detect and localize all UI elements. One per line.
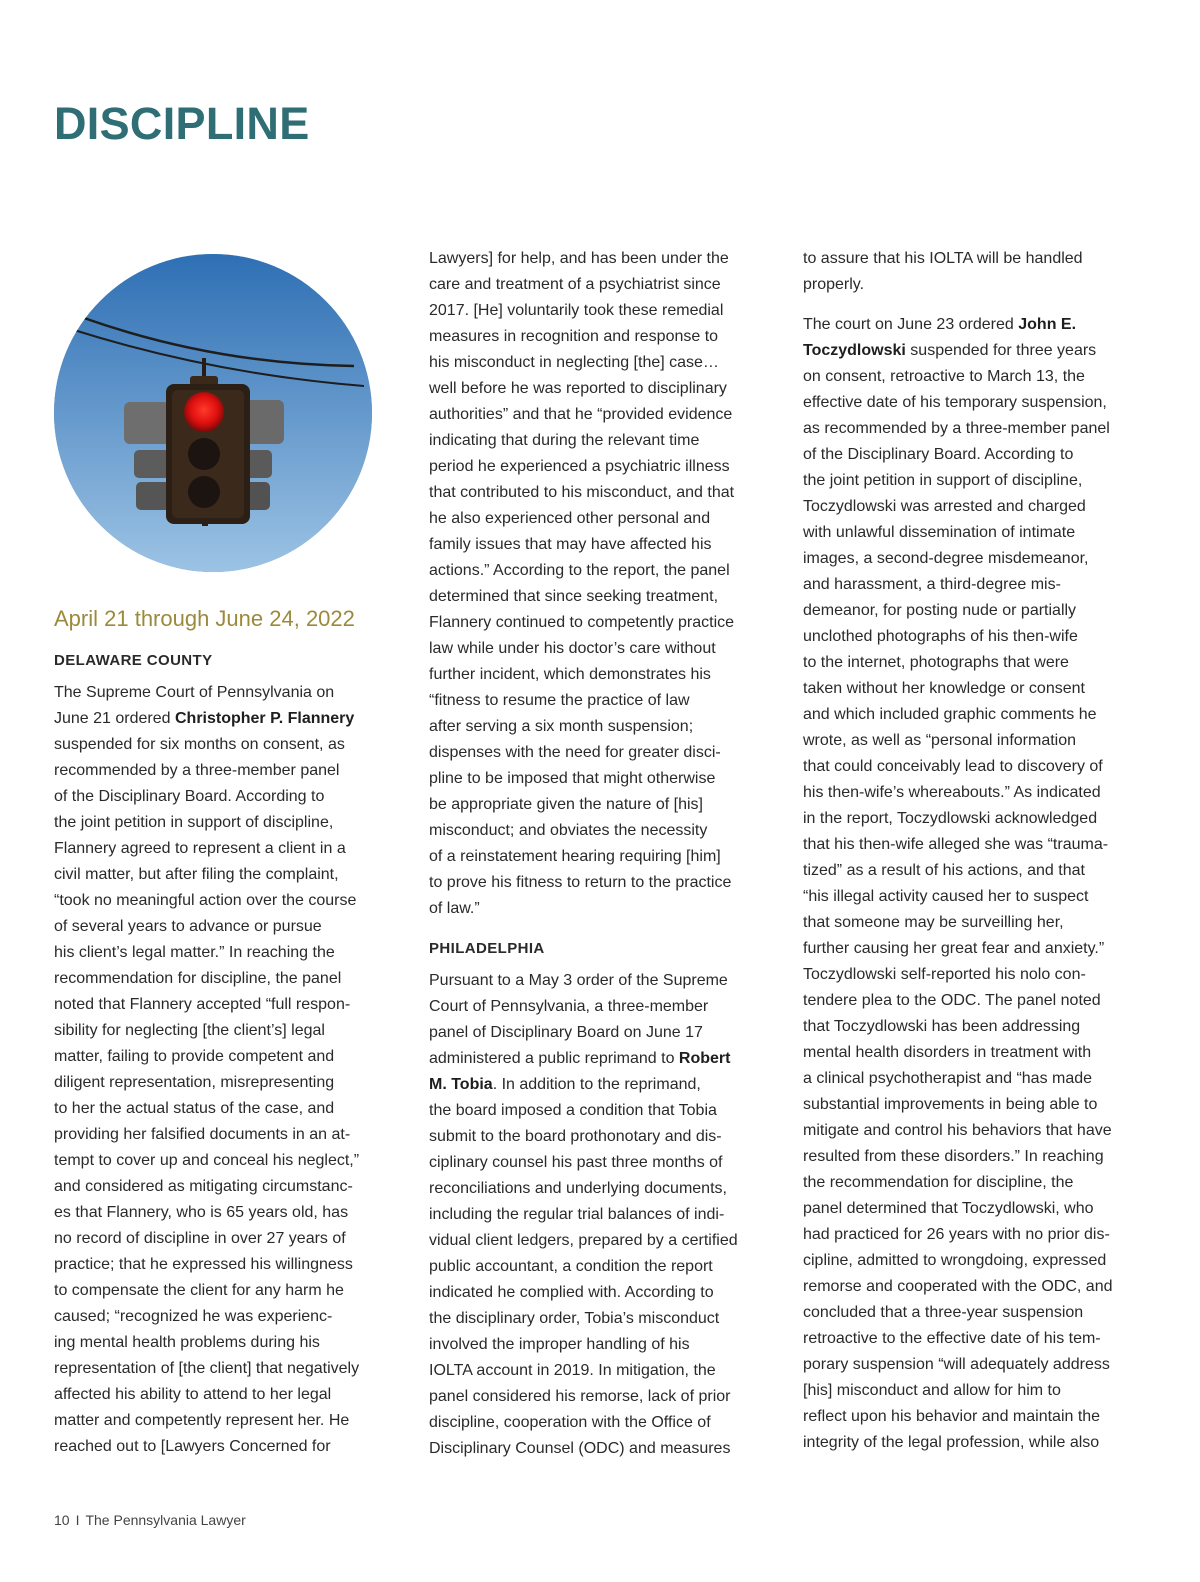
text-line: period he experienced a psychiatric illness [429,458,730,475]
text-line: remorse and cooperated with the ODC, and [803,1278,1113,1295]
column-2 [429,246,769,1476]
text-line: tempt to cover up and conceal his neglect,” [54,1152,360,1169]
text-line: vidual client ledgers, prepared by a certified [429,1232,738,1249]
text-line: “fitness to resume the practice of law [429,692,690,709]
text-line: “took no meaningful action over the course [54,892,357,909]
text-line: reconciliations and underlying documents, [429,1180,727,1197]
text-line: diligent representation, misrepresenting [54,1074,335,1091]
text-line: with unlawful dissemination of intimate [803,524,1076,541]
text-line: practice; that he expressed his willingness [54,1256,353,1273]
page-number: 10 [54,1512,70,1528]
attorney-name-toczydlowski-last: Toczydlowski [803,342,906,359]
text-line: the board imposed a condition that Tobia [429,1102,717,1119]
text-line: submit to the board prothonotary and dis- [429,1128,722,1145]
text-line: had practiced for 26 years with no prior dis- [803,1226,1110,1243]
text-line: recommended by a three-member panel [54,762,340,779]
footer-separator: I [75,1512,80,1528]
text-line: The Supreme Court of Pennsylvania on [54,684,335,701]
text-line: involved the improper handling of his [429,1336,690,1353]
text-line: no record of discipline in over 27 years of [54,1230,346,1247]
text-line: porary suspension “will adequately address [803,1356,1110,1373]
toczydlowski-paragraph [803,312,1143,1456]
text-run: suspended for three years [905,342,1097,359]
text-line: panel determined that Toczydlowski, who [803,1200,1094,1217]
text-line: matter, failing to provide competent and [54,1048,335,1065]
text-line: [his] misconduct and allow for him to [803,1382,1061,1399]
date-range-heading: April 21 through June 24, 2022 [54,606,355,631]
text-line: mental health disorders in treatment with [803,1044,1092,1061]
text-line: images, a second-degree misdemeanor, [803,550,1089,567]
text-line: the recommendation for discipline, the [803,1174,1074,1191]
text-line: that contributed to his misconduct, and that [429,484,735,501]
flannery-paragraph [54,680,394,1460]
text-line: to her the actual status of the case, and [54,1100,335,1117]
text-line: the disciplinary order, Tobia’s misconduct [429,1310,720,1327]
attorney-name-flannery: Christopher P. Flannery [174,710,355,727]
text-line: misconduct; and obviates the necessity [429,822,708,839]
text-line: sibility for neglecting [the client’s] legal [54,1022,325,1039]
text-line: representation of [the client] that negatively [54,1360,360,1377]
text-line: 2017. [He] voluntarily took these remedial [429,302,724,319]
text-line: Flannery agreed to represent a client in a [54,840,346,857]
text-line: suspended for six months on consent, as [54,736,345,753]
text-line: his client’s legal matter.” In reaching the [54,944,335,961]
text-line: of the Disciplinary Board. According to [54,788,325,805]
publication-name: The Pennsylvania Lawyer [85,1512,246,1528]
text-line: well before he was reported to disciplinary [429,380,727,397]
text-line: indicating that during the relevant time [429,432,700,449]
text-line: ing mental health problems during his [54,1334,320,1351]
text-line: of a reinstatement hearing requiring [him] [429,848,721,865]
text-line: Toczydlowski self-reported his nolo con- [803,966,1086,983]
attorney-name-tobia-first: Robert [678,1050,731,1067]
text-line: recommendation for discipline, the panel [54,970,342,987]
text-line: es that Flannery, who is 65 years old, has [54,1204,349,1221]
county-heading-delaware: DELAWARE COUNTY [54,652,213,669]
text-line: resulted from these disorders.” In reaching [803,1148,1104,1165]
text-line: indicated he complied with. According to [429,1284,714,1301]
text-line: taken without her knowledge or consent [803,680,1085,697]
text-line: panel considered his remorse, lack of prior [429,1388,731,1405]
text-line: “his illegal activity caused her to suspect [803,888,1089,905]
text-line: providing her falsified documents in an at- [54,1126,351,1143]
text-line [803,338,1143,364]
text-line: to prove his fitness to return to the practice [429,874,732,891]
text-line: of law.” [429,900,480,917]
text-line: discipline, cooperation with the Office of [429,1414,711,1431]
text-line [54,706,394,732]
text-line: of the Disciplinary Board. According to [803,446,1074,463]
county-heading-philadelphia: PHILADELPHIA [429,940,545,957]
page-title: DISCIPLINE [54,98,310,149]
text-lines [803,364,1143,1456]
text-line [429,1072,769,1098]
text-run: The court on June 23 ordered [803,316,1019,333]
text-line: he also experienced other personal and [429,510,711,527]
text-line: authorities” and that he “provided evidence [429,406,733,423]
text-line: Disciplinary Counsel (ODC) and measures [429,1440,731,1457]
text-line: Lawyers] for help, and has been under the [429,250,729,267]
text-run: . In addition to the reprimand, [492,1076,701,1093]
text-line: civil matter, but after filing the complaint, [54,866,339,883]
text-line [803,312,1143,338]
text-line: of several years to advance or pursue [54,918,322,935]
text-line: tendere plea to the ODC. The panel noted [803,992,1101,1009]
text-lines [429,1098,769,1462]
text-line: to compensate the client for any harm he [54,1282,344,1299]
tobia-paragraph-continued [803,246,1143,298]
text-line: to assure that his IOLTA will be handled [803,250,1083,267]
text-line: in the report, Toczydlowski acknowledged [803,810,1098,827]
text-line: tized” as a result of his actions, and that [803,862,1085,879]
text-line: care and treatment of a psychiatrist since [429,276,721,293]
text-line: and harassment, a third-degree mis- [803,576,1061,593]
text-line: be appropriate given the nature of [his] [429,796,703,813]
text-line: further incident, which demonstrates his [429,666,711,683]
text-line: after serving a six month suspension; [429,718,694,735]
attorney-name-tobia-last: M. Tobia [429,1076,493,1093]
text-line: wrote, as well as “personal information [803,732,1077,749]
text-line: matter and competently represent her. He [54,1412,350,1429]
text-line: the joint petition in support of discipline, [54,814,334,831]
text-line: that Toczydlowski has been addressing [803,1018,1081,1035]
traffic-light-icon [54,254,372,572]
text-line: caused; “recognized he was experienc- [54,1308,333,1325]
text-line: reflect upon his behavior and maintain the [803,1408,1101,1425]
text-line: Court of Pennsylvania, a three-member [429,998,709,1015]
text-line: integrity of the legal profession, while also [803,1434,1100,1451]
text-line: Pursuant to a May 3 order of the Supreme [429,972,728,989]
text-lines [54,732,394,1460]
text-line: mitigate and control his behaviors that have [803,1122,1112,1139]
traffic-light-photo [54,254,372,572]
text-line: properly. [803,276,865,293]
text-line: and considered as mitigating circumstanc- [54,1178,353,1195]
text-line: pline to be imposed that might otherwise [429,770,716,787]
text-line: noted that Flannery accepted “full respon- [54,996,351,1013]
text-line: affected his ability to attend to her legal [54,1386,332,1403]
tobia-paragraph [429,968,769,1462]
text-line: unclothed photographs of his then-wife [803,628,1078,645]
column-3 [803,246,1143,1470]
text-line: that someone may be surveilling her, [803,914,1064,931]
text-line: law while under his doctor’s care without [429,640,716,657]
text-line: on consent, retroactive to March 13, the [803,368,1085,385]
text-line: dispenses with the need for greater disci- [429,744,721,761]
text-run: June 21 ordered [54,710,175,727]
text-line: concluded that a three-year suspension [803,1304,1084,1321]
text-line: Flannery continued to competently practice [429,614,735,631]
text-line: further causing her great fear and anxiety.” [803,940,1105,957]
text-line: retroactive to the effective date of his tem- [803,1330,1101,1347]
text-line: Toczydlowski was arrested and charged [803,498,1086,515]
text-line: effective date of his temporary suspension, [803,394,1107,411]
text-line: reached out to [Lawyers Concerned for [54,1438,331,1455]
text-line: public accountant, a condition the report [429,1258,713,1275]
text-line: family issues that may have affected his [429,536,712,553]
text-run: administered a public reprimand to [429,1050,679,1067]
text-line: that his then-wife alleged she was “trauma- [803,836,1109,853]
text-line: as recommended by a three-member panel [803,420,1110,437]
text-line: panel of Disciplinary Board on June 17 [429,1024,703,1041]
text-line: that could conceivably lead to discovery of [803,758,1103,775]
text-line: determined that since seeking treatment, [429,588,719,605]
text-line: a clinical psychotherapist and “has made [803,1070,1093,1087]
text-line: measures in recognition and response to [429,328,719,345]
text-line: his then-wife’s whereabouts.” As indicated [803,784,1101,801]
column-1 [54,604,394,1474]
text-line: actions.” According to the report, the panel [429,562,730,579]
text-line [429,1046,769,1072]
text-line: the joint petition in support of discipline, [803,472,1083,489]
text-line: ciplinary counsel his past three months of [429,1154,723,1171]
flannery-paragraph-continued [429,246,769,922]
text-line: and which included graphic comments he [803,706,1097,723]
text-line: IOLTA account in 2019. In mitigation, the [429,1362,716,1379]
text-line: his misconduct in neglecting [the] case… [429,354,719,371]
attorney-name-toczydlowski-first: John E. [1018,316,1077,333]
page-footer [54,1512,246,1528]
text-line: including the regular trial balances of indi- [429,1206,725,1223]
text-line: cipline, admitted to wrongdoing, expressed [803,1252,1107,1269]
text-line: to the internet, photographs that were [803,654,1069,671]
text-line: substantial improvements in being able to [803,1096,1098,1113]
text-line: demeanor, for posting nude or partially [803,602,1077,619]
